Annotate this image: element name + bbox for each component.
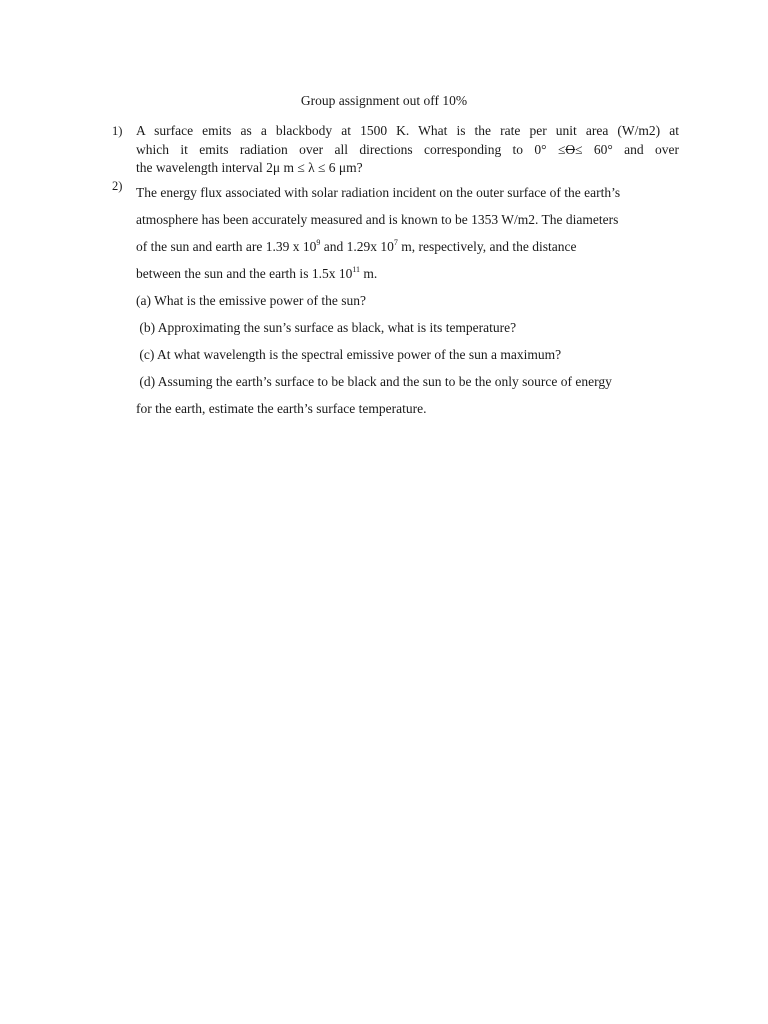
question-line-text: and 1.29x 10 — [320, 239, 394, 254]
question-number: 1) — [112, 124, 123, 138]
question-line-text: between the sun and the earth is 1.5x 10 — [136, 266, 353, 281]
question-1 — [112, 122, 679, 178]
question-line-text: m, respectively, and the distance — [397, 239, 577, 254]
exponent: 9 — [316, 238, 321, 247]
question-line: The energy flux associated with solar radiation incident on the outer surface of the earth’s — [136, 185, 621, 200]
theta-symbol: Ө — [565, 141, 576, 157]
question-body — [136, 122, 679, 178]
question-line-text: of the sun and earth are 1.39 x 10 — [136, 239, 317, 254]
exponent: 11 — [352, 265, 361, 274]
question-line: the wavelength interval 2μ m ≤ λ ≤ 6 μm? — [136, 160, 363, 175]
question-line-text: 60° and over — [593, 141, 680, 157]
less-equal-symbol: ≤ — [575, 141, 583, 157]
sub-question-d: (d) Assuming the earth’s surface to be black and the sun to be the only source of energy — [136, 374, 612, 389]
sub-question-d-continuation: for the earth, estimate the earth’s surface temperature. — [136, 401, 427, 416]
question-line — [136, 141, 679, 160]
sub-question-a: (a) What is the emissive power of the sun? — [136, 293, 366, 308]
question-number: 2) — [112, 179, 123, 193]
question-line-text: m. — [360, 266, 378, 281]
exponent: 7 — [393, 238, 398, 247]
sub-question-b: (b) Approximating the sun’s surface as black, what is its temperature? — [136, 320, 517, 335]
less-equal-symbol: ≤ — [557, 141, 566, 157]
question-line — [136, 260, 679, 287]
question-line: A surface emits as a blackbody at 1500 K. What is the rate per unit area (W/m2) at — [136, 123, 679, 138]
question-line: atmosphere has been accurately measured and is known to be 1353 W/m2. The diameters — [136, 212, 619, 227]
question-line — [136, 233, 679, 260]
page-title: Group assignment out off 10% — [300, 93, 468, 108]
question-2 — [112, 179, 679, 422]
sub-question-c: (c) At what wavelength is the spectral emissive power of the sun a maximum? — [136, 347, 562, 362]
question-body — [136, 179, 679, 422]
question-line-text: which it emits radiation over all directions corresponding to 0° — [136, 141, 547, 157]
